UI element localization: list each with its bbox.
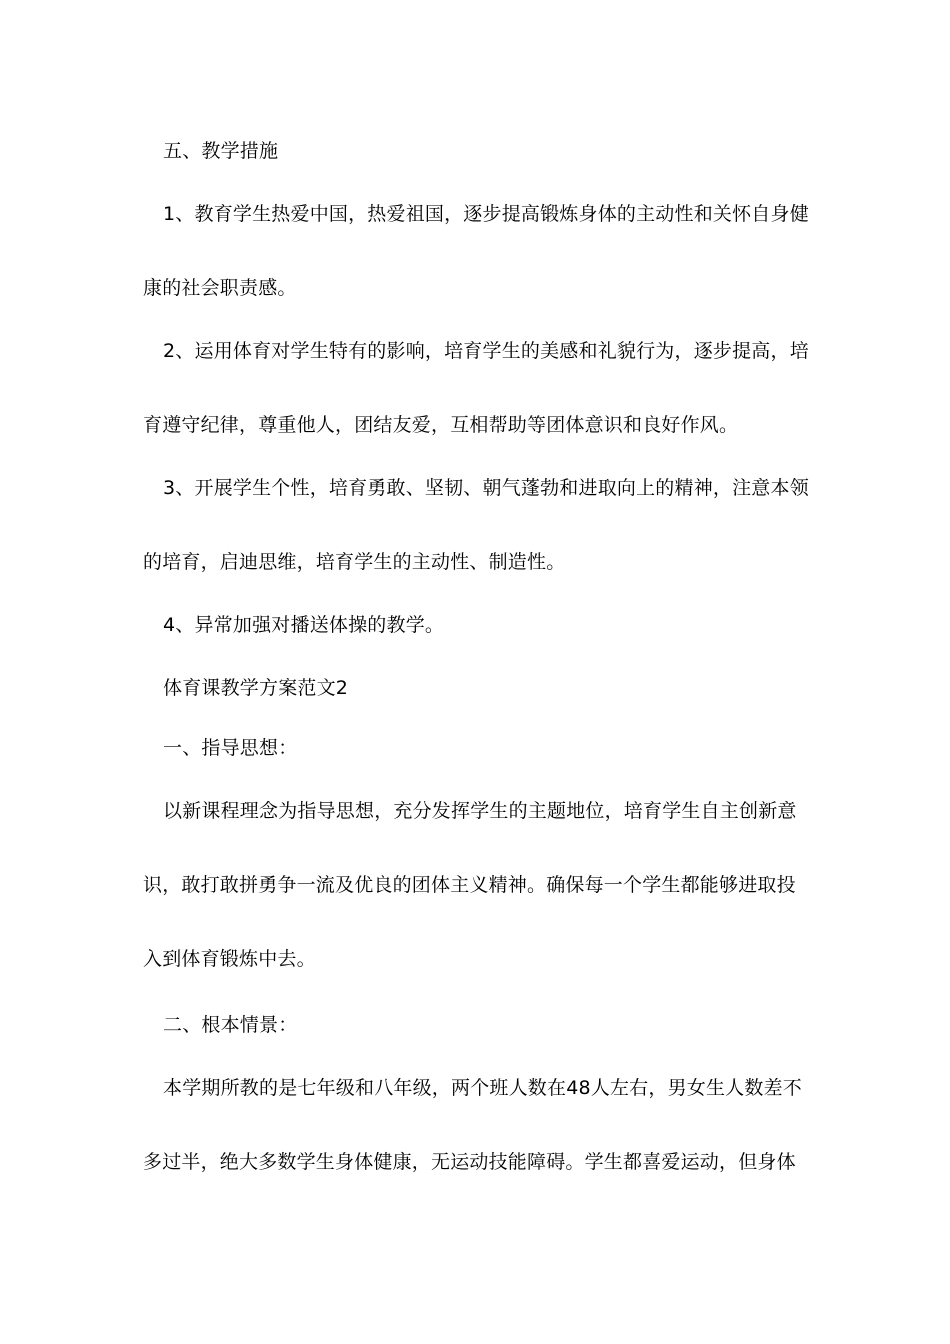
section-heading-basic-situation: 二、根本情景： [163,1014,298,1036]
paragraph-line: 康的社会职责感。 [143,277,297,299]
paragraph-line: 识，敢打敢拼勇争一流及优良的团体主义精神。确保每一个学生都能够进取投 [143,874,796,896]
paragraph-line: 本学期所教的是七年级和八年级，两个班人数在48人左右，男女生人数差不 [163,1077,802,1099]
paragraph-line: 1、教育学生热爱中国，热爱祖国，逐步提高锻炼身体的主动性和关怀自身健 [163,203,809,225]
paragraph-line: 入到体育锻炼中去。 [143,948,316,970]
section-heading-guiding-thought: 一、指导思想： [163,737,298,759]
paragraph-line: 3、开展学生个性，培育勇敢、坚韧、朝气蓬勃和进取向上的精神，注意本领 [163,477,809,499]
paragraph-line: 以新课程理念为指导思想，充分发挥学生的主题地位，培育学生自主创新意 [163,800,797,822]
paragraph-line: 多过半，绝大多数学生身体健康，无运动技能障碍。学生都喜爱运动，但身体 [143,1151,796,1173]
document-title: 体育课教学方案范文2 [163,677,349,699]
section-heading-teaching-measures: 五、教学措施 [163,140,279,162]
paragraph-line: 2、运用体育对学生特有的影响，培育学生的美感和礼貌行为，逐步提高，培 [163,340,809,362]
paragraph-line: 4、异常加强对播送体操的教学。 [163,614,445,636]
paragraph-line: 育遵守纪律，尊重他人，团结友爱，互相帮助等团体意识和良好作风。 [143,414,739,436]
paragraph-line: 的培育，启迪思维，培育学生的主动性、制造性。 [143,551,566,573]
